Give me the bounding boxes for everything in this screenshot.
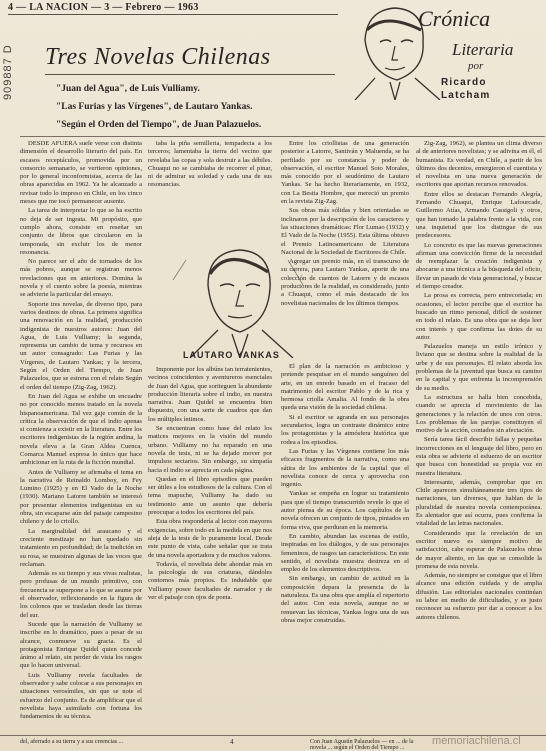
archive-id: 909887 D — [2, 44, 14, 100]
paragraph: Sin embargo, un cambio de actitud en la composición depara la presencia de la naturaleza. Es una obra que amplía el repertorio del autor. Con esta novela, aunque no se renuevan las técnicas, Yankas logra una de sus obras mejor construidas. — [281, 575, 409, 624]
paragraph: Lo concreto es que las nuevas generaciones afirman una convicción firme de la necesidad de reemplazar la creación indigenista y abocarse a una técnica a la búsqueda del oficio, llevar un pasado de vista generacional, y buscar el tiempo creador. — [416, 241, 542, 291]
page-header: 4 — LA NACION — 3 — Febrero — 1963 — [8, 2, 199, 13]
column-author — [441, 77, 491, 102]
paragraph: Esta obra respondería al lector con mayores exigencias, sobre todo en la medida en que nos aleja de la tesis de lo puramente local. Desde este punto de vista, cabe señalar que se trata de una novela aportadora y de muchos valores. — [148, 518, 272, 559]
article-column-3-bottom — [281, 363, 409, 730]
paragraph: Se encuentran como base del relato los matices mejores en la visión del mundo urbano. Vulliamy no ha reparado en una novela de tesis, ni se ha dejado mover por impulsos sectarios. Sin embargo, su simpatía hacia el indio se aprecia en cada página. — [148, 425, 272, 474]
footer-marker: 4 — [230, 738, 234, 746]
paragraph: Sería tarea fácil describir fallas y pequeñas incorrecciones en el lenguaje del libro, pero en esta obra se advierte el esfuerzo de un escritor que busca con honestidad su propia voz en nuestra literatura. — [416, 436, 542, 477]
paragraph: Zig-Zag, 1962), se plantea un clima diverso al de anteriores novelistas; y se adivina en él, el humanista. Es verdad, en Chile, a partir de los últimos dos decenios, emergieron el cuentista y el novelista en una nueva generación de escritores que aportan recursos renovados. — [416, 140, 542, 189]
footer-left-text: del, aferrado a su tierra y a sus creencias ... — [20, 739, 124, 745]
paragraph: Si el escritor se agranda en sus personajes secundarios, logra un contraste dinámico entre los protagonistas y la atmósfera histórica que rodea a los episodios. — [281, 413, 409, 446]
subtitle-2: "Las Furias y las Vírgenes", de Lautaro Yankas. — [56, 102, 253, 113]
subtitle-1: "Juan del Agua", de Luis Vulliamy. — [56, 84, 200, 94]
paragraph: Quedan en el libro episodios que pueden ser útiles a los estudiosos de la cultura. Con el tema mapuche, Vulliamy ha dado su testimonio ante un asunto que debería preocupar a todos los escritores del país. — [148, 475, 272, 517]
author-last-name: Latcham — [441, 89, 491, 101]
paragraph: La estructura se halla bien concebida, cuando se aprecia el movimiento de las generaciones y la relación de unos con otros. Los problemas de las parejas constituyen el motivo de la acción, contados sin afectación. — [416, 393, 542, 435]
column-heading-por: por — [468, 60, 484, 72]
paragraph: Soporte tres novelas, de diverso tipo, para varios destinos de obras. La primera significa una renovación en la realidad, producción indigenista de nuestros autores: Juan del Agua, de Luis Vulliamy; la segunda, representa un cambio de tema y recursos en un autor consagrado: Las Furias y las Vírgenes, de Lautaro Yankas; y la tercera, Según el Orden del Tiempo, de Juan Palazuelos, que se estrena con el relato Según el orden del tiempo (Zig-Zag, 1962). — [20, 300, 142, 391]
subtitles — [56, 80, 261, 134]
paragraph: Agregar un premio más, en el transcurso de su carrera, para Lautaro Yankas, aporte de una colección de cuentos de Latorre y de escasos productores de la realidad, es considerado, junto a Chuaqui, como el más destacado de los novelistas nacionales de los últimos tiempos. — [281, 258, 409, 307]
paragraph: La tarea de interpretar lo que se ha escrito no deja de ser ingrata. Mi propósito, que cumplo ahora, consiste en reseñar un conjunto de libros que circularon en la temporada, sin excluir los de menor resonancia. — [20, 207, 142, 256]
paragraph: La marginalidad del araucano y el creciente mestizaje no han quedado sin tratamiento en profundidad; de la tradición en su rosa, se muestran algunas de las voces que reclaman. — [20, 527, 142, 568]
article-column-3-top — [281, 140, 409, 365]
article-title: Tres Novelas Chilenas — [45, 44, 271, 70]
column-heading-literaria: Literaria — [452, 40, 514, 59]
paragraph: Entre los criollistas de una generación posterior a Latorre, Santiván y Maluenda, se ha perfilado por su constancia y poder de observación, el escritor Manuel Soto Morales, más conocido por el seudónimo de Lautaro Yankas. Se ha hecho literariamente, en 1932, con La Bestia Hombre, que mereció un premio en la revista Zig-Zag. — [281, 140, 409, 206]
paragraph: En cambio, abundan las escenas de estilo, inspiradas en los diálogos, y de sus personajes femeninos, de rasgos tan característicos. En este sentido, el novelista muestra destreza en el empleo de los elementos descriptivos. — [281, 532, 409, 574]
paragraph: Sus obras más sólidas y bien orientadas se inclinaron por la descripción de los caracteres y las situaciones dramáticas: Flor Lumao (1932) y El Vado de la Noche (1955). Esta última obtuvo el Premio Latinoamericano de Literatura Nacional de la Sociedad de Escritores de Chile. — [281, 207, 409, 256]
article-column-4 — [416, 140, 542, 726]
footer-right-text: Con Juan Agustín Palazuelos — en ... de la novela ... según el Orden del Tiempo ... — [310, 739, 414, 751]
paragraph: Luis Vulliamy revela facultades de observador y sabe colocar a sus personajes en situaciones verosímiles, sin que se note el esfuerzo del conjunto. Es de amplificar que el novelista haya asimilado con fortuna los fundamentos de su técnica. — [20, 671, 142, 721]
paragraph: Imponente por los albúns tan terratenientes, vecinos coincidentes y aventureros esenciales de Juan del Agua, que soriteguen la abundante producción literaria sobre el indio, en nuestra narrativa. Juan Quidel se encuentra bien dispuesto, con una serie de cuadros que dan los múltiples íntimos. — [148, 366, 272, 423]
paragraph: Sucede que la narración de Vulliamy se inscribe en lo dramático, pues a pesar de su alcance, conmueve su gracia. Es el protagonista Enrique Quidel quien concede ánimo al relato, sin perder de vista los rasgos que lo hacen universal. — [20, 620, 142, 670]
paragraph: Además, no siempre se consigue que el libro alcance una edición cuidada y de amplia difusión. Las editoriales nacionales continúan su labor en medio de dificultades, y es justo reconocer su esfuerzo por dar a conocer a los autores chilenos. — [416, 572, 542, 621]
paragraph: En Juan del Agua se exhibe un encuadre no por conocido menos tratado en la novela hispanoamericana. Tal vez gaje común de la crítica la observación de que el indio apenas si comienza a existir en la literatura. Entre los escritores indigenistas de la región andina, la novela eleva a la Gran Aldea Cuenca, Comarca Manuel expresa lo único que hace ambicionar en la ruta de la ficción mundial. — [20, 392, 142, 467]
section-rule — [20, 136, 545, 137]
paragraph: No parece ser el año de tornados de los más pobres, aunque se registran menos revelaciones que en anteriores. Domina la novela y el cuento sobre la poesía, mientras se advierte la particular del ensayo. — [20, 258, 142, 299]
column-heading-cronica: Crónica — [418, 6, 491, 31]
paragraph: Palazuelos maneja un estilo irónico y liviano que se destina sobre la realidad de la urbe y de sus personajes. El relato aborda los problemas de la juventud que busca su camino en la capital y que enfrenta la incomprensión de su medio. — [416, 343, 542, 392]
header-rule — [8, 14, 338, 15]
paragraph: Considerando que la revelación de un escritor nuevo es siempre motivo de satisfacción, cabe esperar de Palazuelos obras de mayor aliento, en las que se consolide la promesa de esta novela. — [416, 529, 542, 570]
watermark: memoriachilena.cl — [432, 735, 521, 747]
article-column-2-top — [148, 140, 272, 237]
paragraph: El plan de la narración es ambicioso y pretende pesquisar en el mundo sanguíneo del arte, en un enredo basado en el fracaso del matrimonio del escritor Pablo y de la rica y hermosa criolla Amalia. Al fondo de la obra queda una visión de la sociedad chilena. — [281, 363, 409, 412]
paragraph: Interesante, además, comprobar que en Chile aparecen simultáneamente tres tipos de narraciones, tan diversos, que hablan de la pluralidad de nuestra novela contemporánea. Es alentador que así ocurra, pues confirma la vitalidad de las letras nacionales. — [416, 478, 542, 528]
article-column-1 — [20, 140, 142, 730]
portrait-caption: LAUTARO YANKAS — [183, 350, 280, 360]
article-column-2-bottom — [148, 366, 272, 730]
paragraph: taba la piña semilleria, tempadecia a los terceros; lamentaba la tierra del vecino que revelaba las copas y sola destruir a las débiles. Chuaqui no se cambiaba de recorrer el pinar, ni de admirar su soledad y cada una de sus resonancias. — [148, 140, 272, 189]
author-first-name: Ricardo — [441, 77, 487, 88]
paragraph: Todavía, el novelista debe ahondar más en la psicología de sus criaturas, dándoles contornos más propios. Es indudable que Vulliamy posee facultades de narrador y de ver el paisaje con ojos de poeta. — [148, 560, 272, 602]
paragraph: Además es su tiempo y sus vivas realistas, pero profusas de un mundo primitivo, con frecuencia se superpone a lo que se asume por el observador, reflexionando en la figura de los colonos que se trasladan desde las tierras del sur. — [20, 570, 142, 619]
subtitle-3: "Según el Orden del Tiempo", de Juan Palazuelos. — [56, 120, 262, 131]
paragraph: Yankas se empeña en lograr su tratamiento para que el tiempo transcurrido revele lo que el autor piensa de su época. Los capítulos de la novela ofrecen un conjunto de tipos, pintados en forma viva, que perduran en la memoria. — [281, 490, 409, 531]
paragraph: DESDE AFUERA suele verse con distinta dimensión el desarrollo literario del país. En escasos receptáculos, promovida por un consorcio semanario, se vertieron opiniones, por lo general inconformistas, acerca de las obras aparecidas en 1962. Ya he alcanzado a revisar todo lo impreso en Chile, en los cinco meses que me tocó permanecer ausente. — [20, 140, 142, 206]
paragraph: Antes de Vulliamy se afirmaba el tema en la narrativa de Reinaldo Lomboy, en Fey Lumino (1925) y en El Vado de la Noche (1930). Mariano Latorre también se interesó por presentar elementos indigenistas en su obra, sin escaparse aún del paisaje campesino chileno y de lo criollo. — [20, 468, 142, 526]
paragraph: Entre ellos se destacan Fernando Alegría, Fernando Chuaqui, Enrique Lafourcade, Guillermo Atías, Armando Cassigoli y otros, que han tomado la palabra frente a la vida, con una inquietud que los distingue de sus predecesores. — [416, 190, 542, 240]
paragraph: La prosa es correcta, pero entrecortada; en ocasiones, el lector percibe que el escritor ha buscado un ritmo personal, difícil de sostener en todo el relato. Es una obra que se deja leer con interés y que confirma las dotes de su autor. — [416, 292, 542, 341]
paragraph: Las Furias y las Vírgenes contiene los más eficaces fragmentos de la narrativa, como una sátira de los ambientes de la capital que el novelista conoce de cerca y aprovecha con ingenio. — [281, 447, 409, 489]
title-rule — [45, 74, 335, 75]
